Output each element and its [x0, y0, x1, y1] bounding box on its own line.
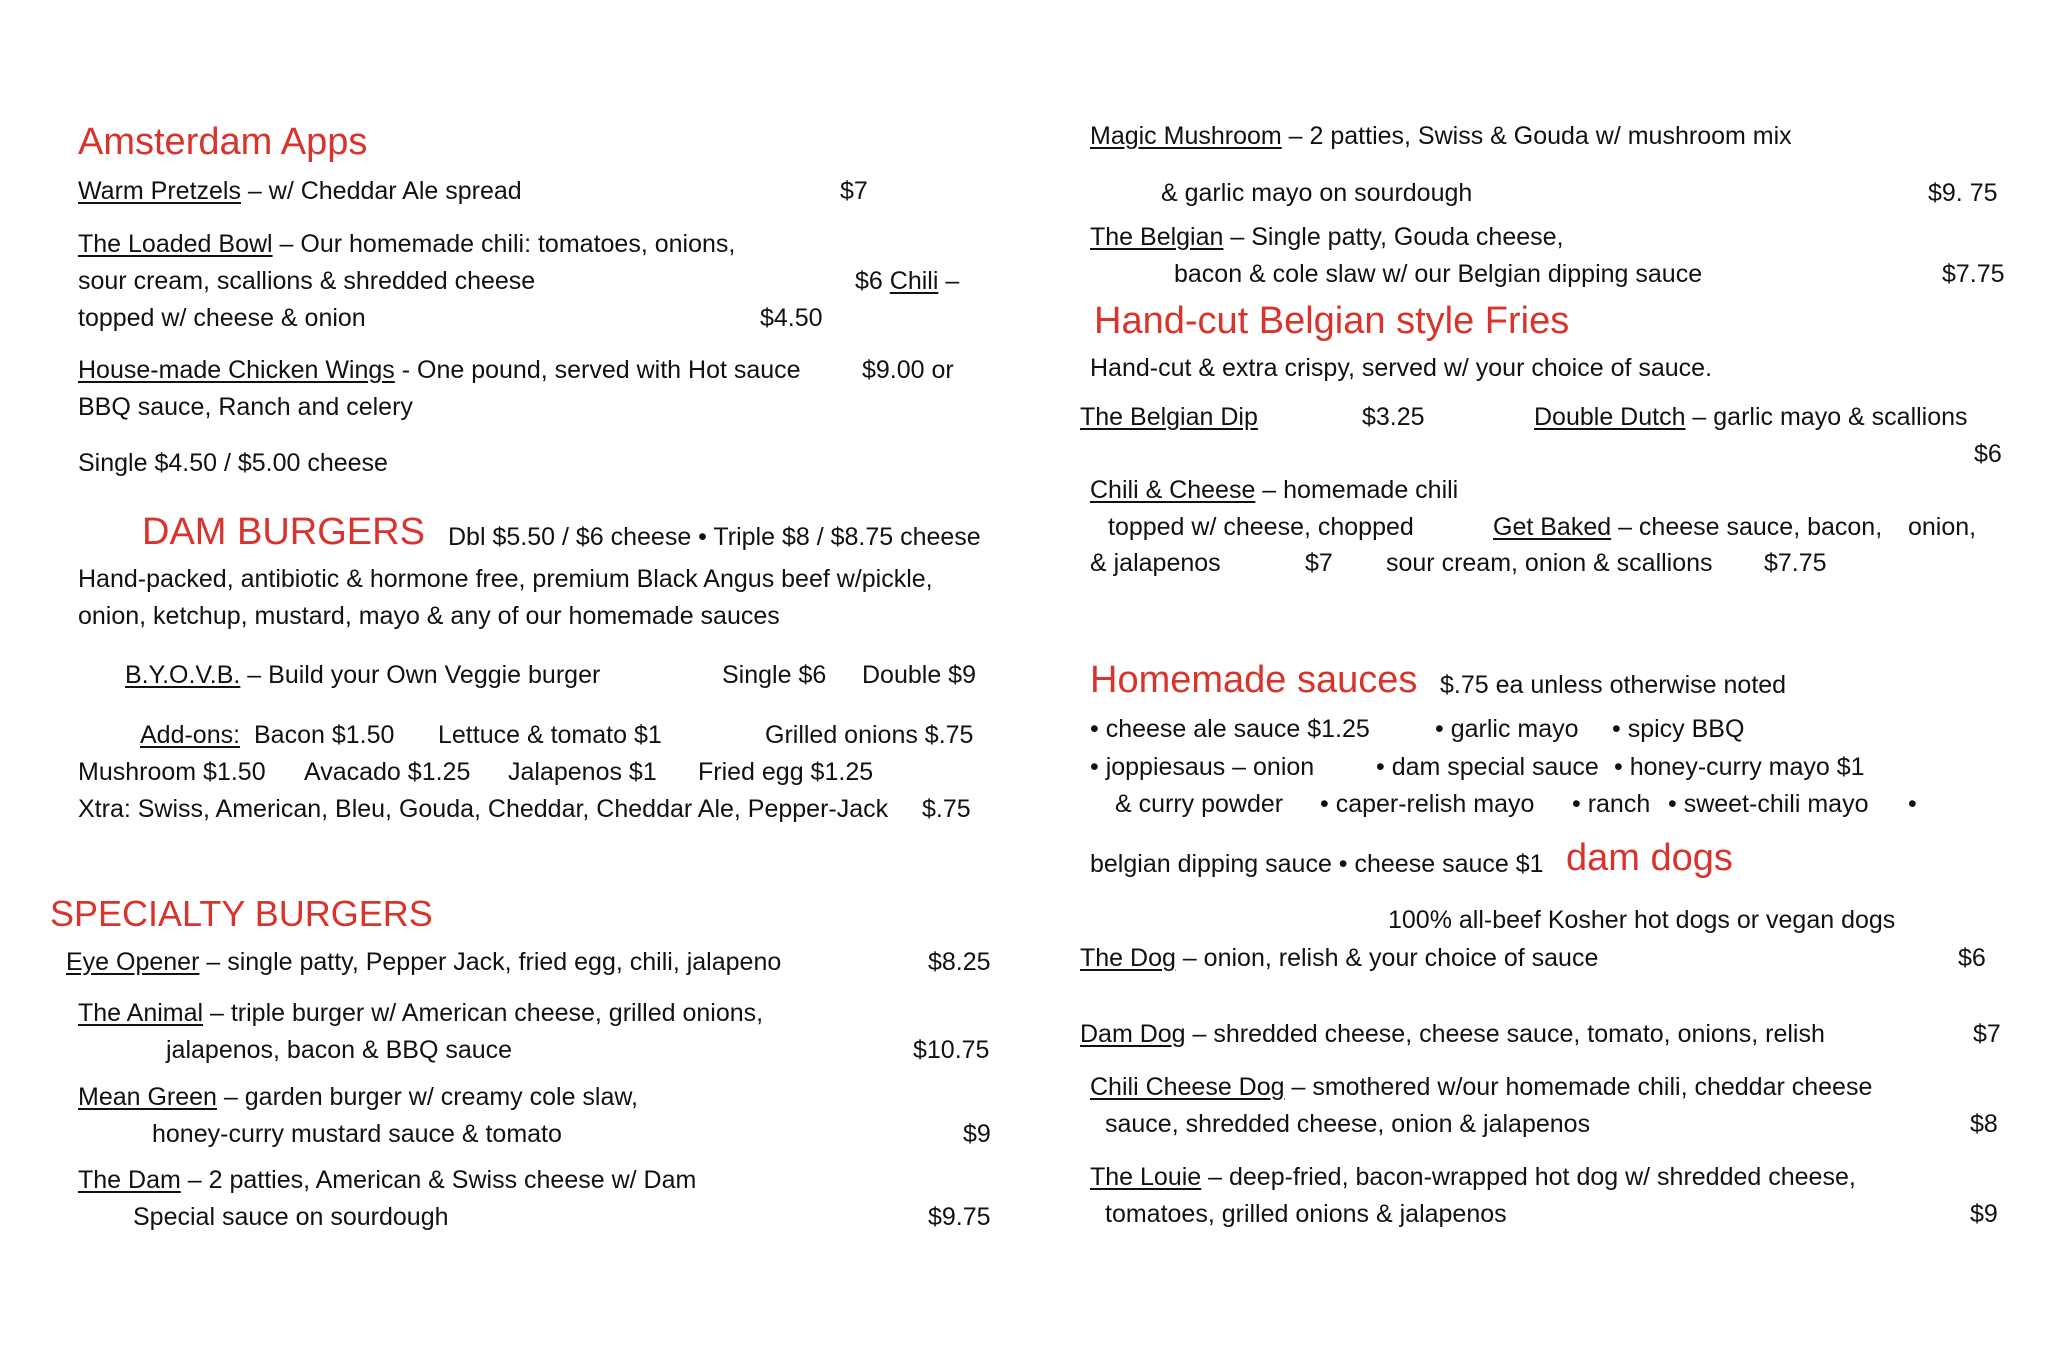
mean-green-price: $9	[963, 1120, 991, 1148]
loaded-bowl-line	[78, 229, 735, 259]
byovb-name: B.Y.O.V.B.	[125, 661, 241, 689]
the-dog-desc: – onion, relish & your choice of sauce	[1175, 944, 1599, 972]
eye-opener-line	[66, 947, 781, 977]
double-dutch-price: $6	[1974, 440, 2002, 468]
get-baked-name: Get Baked	[1493, 513, 1612, 541]
sauce-sweet-chili: • sweet-chili mayo	[1668, 790, 1869, 818]
wings-desc2: BBQ sauce, Ranch and celery	[78, 393, 413, 421]
the-louie-price: $9	[1970, 1200, 1998, 1228]
chili-cheese-desc2: topped w/ cheese, chopped	[1108, 513, 1414, 541]
wings-single: Single $4.50 / $5.00 cheese	[78, 449, 388, 477]
sauce-belgian-dipping: belgian dipping sauce • cheese sauce $1	[1090, 850, 1544, 878]
sauces-heading: Homemade sauces	[1090, 659, 1418, 701]
chili-desc: topped w/ cheese & onion	[78, 304, 366, 332]
addon-mushroom: Mushroom $1.50	[78, 758, 266, 786]
dam-dogs-heading: dam dogs	[1566, 837, 1733, 879]
dam-dogs-desc: 100% all-beef Kosher hot dogs or vegan dogs	[1388, 906, 1896, 934]
chili-cheese-dog-price: $8	[1970, 1110, 1998, 1138]
belgian-dip-price: $3.25	[1362, 403, 1425, 431]
byovb-desc: – Build your Own Veggie burger	[240, 661, 601, 689]
the-dam-desc2: Special sauce on sourdough	[133, 1203, 449, 1231]
sauce-garlic-mayo: • garlic mayo	[1435, 715, 1579, 743]
mean-green-desc: – garden burger w/ creamy cole slaw,	[216, 1083, 639, 1111]
chili-cheese-dog-name: Chili Cheese Dog	[1090, 1073, 1285, 1101]
magic-mushroom-name: Magic Mushroom	[1090, 122, 1282, 150]
sauce-bullet-end: •	[1908, 790, 1917, 818]
the-louie-name: The Louie	[1090, 1163, 1202, 1191]
dam-burgers-heading: DAM BURGERS	[142, 511, 425, 553]
chili-dash: –	[938, 267, 960, 295]
fries-desc: Hand-cut & extra crispy, served w/ your choice of sauce.	[1090, 354, 1713, 382]
loaded-bowl-desc2: sour cream, scallions & shredded cheese	[78, 267, 536, 295]
get-baked-desc2: sour cream, onion & scallions	[1386, 549, 1713, 577]
the-louie-line	[1090, 1162, 1856, 1192]
chili-cheese-dog-line	[1090, 1072, 1872, 1102]
addon-jalapenos: Jalapenos $1	[508, 758, 657, 786]
belgian-dip-name: The Belgian Dip	[1080, 403, 1258, 431]
chili-cheese-desc: – homemade chili	[1255, 476, 1459, 504]
chili-cheese-dog-desc2: sauce, shredded cheese, onion & jalapenos	[1105, 1110, 1591, 1138]
the-dam-name: The Dam	[78, 1166, 181, 1194]
dam-burgers-desc1: Hand-packed, antibiotic & hormone free, premium Black Angus beef w/pickle,	[78, 565, 933, 593]
dam-dog-price: $7	[1973, 1020, 2001, 1048]
the-louie-desc2: tomatoes, grilled onions & jalapenos	[1105, 1200, 1507, 1228]
animal-price: $10.75	[913, 1036, 990, 1064]
loaded-bowl-desc: – Our homemade chili: tomatoes, onions,	[272, 230, 736, 258]
addon-lettuce: Lettuce & tomato $1	[438, 721, 662, 749]
warm-pretzels-price: $7	[840, 177, 868, 205]
get-baked-desc1b: onion,	[1908, 513, 1977, 541]
addon-avocado: Avacado $1.25	[304, 758, 471, 786]
dam-dog-name: Dam Dog	[1080, 1020, 1186, 1048]
sauce-joppiesaus: • joppiesaus – onion	[1090, 753, 1315, 781]
chili-name: Chili	[889, 267, 939, 295]
loaded-bowl-name: The Loaded Bowl	[78, 230, 273, 258]
wings-line	[78, 355, 801, 385]
belgian-price: $7.75	[1942, 260, 2005, 288]
warm-pretzels-desc: – w/ Cheddar Ale spread	[240, 177, 522, 205]
double-dutch-line	[1534, 402, 1968, 432]
fries-heading: Hand-cut Belgian style Fries	[1094, 300, 1570, 342]
animal-desc: – triple burger w/ American cheese, grilled onions,	[203, 999, 764, 1027]
belgian-name: The Belgian	[1090, 223, 1224, 251]
chili-cheese-dog-desc: – smothered w/our homemade chili, cheddar cheese	[1284, 1073, 1873, 1101]
addon-bacon: Bacon $1.50	[254, 721, 395, 749]
addons-label: Add-ons:	[140, 721, 241, 749]
chili-cheese-price: $7	[1305, 549, 1333, 577]
dam-dog-line	[1080, 1019, 1825, 1049]
get-baked-desc: – cheese sauce, bacon,	[1611, 513, 1883, 541]
mean-green-desc2: honey-curry mustard sauce & tomato	[152, 1120, 562, 1148]
wings-desc: - One pound, served with Hot sauce	[394, 356, 801, 384]
sauce-dam-special: • dam special sauce	[1376, 753, 1599, 781]
sauce-curry-powder: & curry powder	[1115, 790, 1284, 818]
the-dog-name: The Dog	[1080, 944, 1176, 972]
eye-opener-name: Eye Opener	[66, 948, 200, 976]
double-dutch-desc: – garlic mayo & scallions	[1685, 403, 1968, 431]
double-dutch-name: Double Dutch	[1534, 403, 1686, 431]
loaded-bowl-price: $6	[855, 267, 883, 295]
magic-mushroom-desc: – 2 patties, Swiss & Gouda w/ mushroom mix	[1281, 122, 1792, 150]
chili-price: $4.50	[760, 304, 823, 332]
addon-egg: Fried egg $1.25	[698, 758, 874, 786]
mean-green-line	[78, 1082, 638, 1112]
byovb-single: Single $6	[722, 661, 827, 689]
chili-cheese-desc3: & jalapenos	[1090, 549, 1221, 577]
belgian-desc2: bacon & cole slaw w/ our Belgian dipping sauce	[1174, 260, 1703, 288]
get-baked-line	[1493, 512, 1882, 542]
the-dog-line	[1080, 943, 1598, 973]
sauce-ranch: • ranch	[1572, 790, 1651, 818]
dam-burgers-prices: Dbl $5.50 / $6 cheese • Triple $8 / $8.75 cheese	[448, 523, 981, 551]
magic-mushroom-price: $9. 75	[1928, 179, 1998, 207]
byovb-line	[125, 660, 600, 690]
byovb-double: Double $9	[862, 661, 976, 689]
the-dam-desc: – 2 patties, American & Swiss cheese w/ Dam	[180, 1166, 697, 1194]
wings-name: House-made Chicken Wings	[78, 356, 395, 384]
animal-desc2: jalapenos, bacon & BBQ sauce	[166, 1036, 513, 1064]
chili-cheese-line	[1090, 475, 1458, 505]
get-baked-price: $7.75	[1764, 549, 1827, 577]
eye-opener-price: $8.25	[928, 948, 991, 976]
the-louie-desc: – deep-fried, bacon-wrapped hot dog w/ shredded cheese,	[1201, 1163, 1856, 1191]
belgian-desc: – Single patty, Gouda cheese,	[1223, 223, 1564, 251]
sauce-cheese-ale: • cheese ale sauce $1.25	[1090, 715, 1370, 743]
sauces-note: $.75 ea unless otherwise noted	[1440, 671, 1787, 699]
the-dam-price: $9.75	[928, 1203, 991, 1231]
loaded-bowl-price-chili	[855, 266, 959, 296]
dam-burgers-desc2: onion, ketchup, mustard, mayo & any of our homemade sauces	[78, 602, 780, 630]
sauce-spicy-bbq: • spicy BBQ	[1612, 715, 1745, 743]
addon-xtra-price: $.75	[922, 795, 971, 823]
magic-mushroom-line	[1090, 121, 1792, 151]
animal-line	[78, 998, 763, 1028]
addon-xtra: Xtra: Swiss, American, Bleu, Gouda, Cheddar, Cheddar Ale, Pepper-Jack	[78, 795, 889, 823]
the-dam-line	[78, 1165, 696, 1195]
the-dog-price: $6	[1958, 944, 1986, 972]
magic-mushroom-desc2: & garlic mayo on sourdough	[1161, 179, 1473, 207]
belgian-line	[1090, 222, 1563, 252]
mean-green-name: Mean Green	[78, 1083, 217, 1111]
addon-grilled: Grilled onions $.75	[765, 721, 974, 749]
animal-name: The Animal	[78, 999, 204, 1027]
amsterdam-apps-heading: Amsterdam Apps	[78, 121, 368, 163]
specialty-burgers-heading: SPECIALTY BURGERS	[50, 893, 433, 934]
sauce-honey-curry: • honey-curry mayo $1	[1614, 753, 1865, 781]
dam-dog-desc: – shredded cheese, cheese sauce, tomato, onions, relish	[1185, 1020, 1825, 1048]
sauce-caper-relish: • caper-relish mayo	[1320, 790, 1535, 818]
warm-pretzels-name: Warm Pretzels	[78, 177, 241, 205]
wings-price: $9.00 or	[862, 356, 954, 384]
warm-pretzels-line	[78, 176, 522, 206]
eye-opener-desc: – single patty, Pepper Jack, fried egg, chili, jalapeno	[199, 948, 782, 976]
chili-cheese-name: Chili & Cheese	[1090, 476, 1256, 504]
